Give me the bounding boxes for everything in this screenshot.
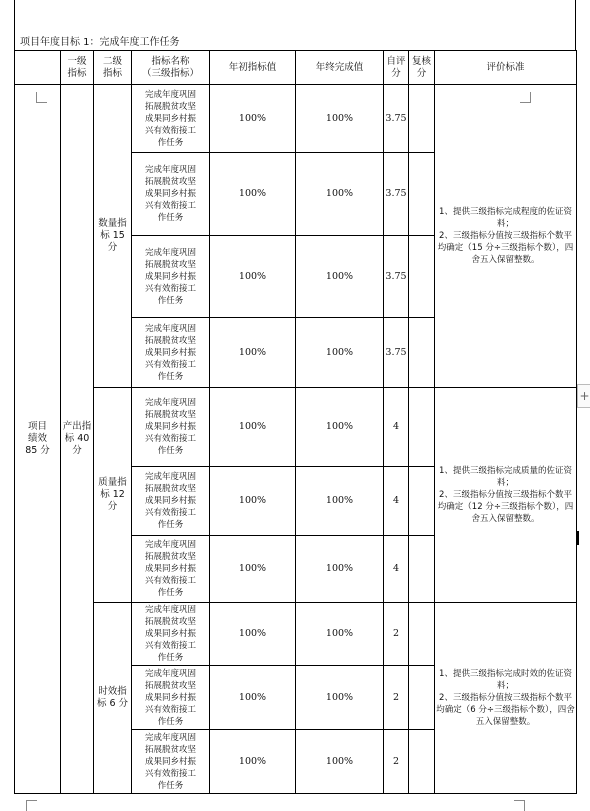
level2-indicator-cell: 质量指 标 12 分 [94, 388, 132, 603]
indicator-name-cell: 完成年度巩固 拓展脱贫攻坚 成果同乡村振 兴有效衔接工 作任务 [132, 236, 210, 318]
self-score-cell: 3.75 [384, 236, 409, 318]
add-row-button[interactable]: + [577, 384, 590, 408]
table-row [15, 388, 577, 467]
text-cursor [576, 531, 579, 545]
header-self-score: 自评 分 [384, 51, 409, 85]
criteria-cell: 1、提供三级指标完成质量的佐证资料； 2、三级指标分值按三级指标个数平均确定（12 分÷三级指标个数），四舍五入保留整数。 [435, 388, 577, 603]
header-indicator-name: 指标名称 （三级指标） [132, 51, 210, 85]
header-criteria: 评价标准 [435, 51, 577, 85]
final-value-cell: 100% [296, 603, 384, 666]
header-final-value: 年终完成值 [296, 51, 384, 85]
header-row [15, 51, 577, 85]
header-initial-value: 年初指标值 [210, 51, 296, 85]
review-score-cell [409, 153, 435, 236]
indicator-name-cell: 完成年度巩固 拓展脱贫攻坚 成果同乡村振 兴有效衔接工 作任务 [132, 388, 210, 467]
self-score-cell: 2 [384, 603, 409, 666]
header-review-score: 复核 分 [409, 51, 435, 85]
self-score-cell: 2 [384, 666, 409, 730]
self-score-cell: 3.75 [384, 85, 409, 153]
review-score-cell [409, 536, 435, 603]
performance-table [14, 50, 577, 794]
self-score-cell: 4 [384, 388, 409, 467]
page-edge-right [575, 0, 576, 50]
initial-value-cell: 100% [210, 85, 296, 153]
review-score-cell [409, 730, 435, 794]
level2-indicator-cell: 数量指 标 15 分 [94, 85, 132, 388]
indicator-name-cell: 完成年度巩固 拓展脱贫攻坚 成果同乡村振 兴有效衔接工 作任务 [132, 318, 210, 388]
final-value-cell: 100% [296, 153, 384, 236]
indicator-name-cell: 完成年度巩固 拓展脱贫攻坚 成果同乡村振 兴有效衔接工 作任务 [132, 603, 210, 666]
review-score-cell [409, 388, 435, 467]
criteria-cell: 1、提供三级指标完成时效的佐证资料； 2、三级指标分值按三级指标个数平均确定（6 分÷三级指标个数），四舍五入保留整数。 [435, 603, 577, 794]
self-score-cell: 4 [384, 467, 409, 536]
level1-output-cell: 产出指 标 40 分 [61, 85, 94, 794]
initial-value-cell: 100% [210, 318, 296, 388]
review-score-cell [409, 467, 435, 536]
table-row [15, 85, 577, 153]
review-score-cell [409, 236, 435, 318]
review-score-cell [409, 85, 435, 153]
final-value-cell: 100% [296, 536, 384, 603]
final-value-cell: 100% [296, 666, 384, 730]
self-score-cell: 4 [384, 536, 409, 603]
initial-value-cell: 100% [210, 730, 296, 794]
initial-value-cell: 100% [210, 388, 296, 467]
header-level1: 一级 指标 [61, 51, 94, 85]
header-blank [15, 51, 61, 85]
indicator-name-cell: 完成年度巩固 拓展脱贫攻坚 成果同乡村振 兴有效衔接工 作任务 [132, 85, 210, 153]
corner-mark [520, 92, 531, 103]
final-value-cell: 100% [296, 85, 384, 153]
review-score-cell [409, 603, 435, 666]
initial-value-cell: 100% [210, 236, 296, 318]
corner-mark [26, 800, 37, 811]
project-performance-cell: 项目 绩效 85 分 [15, 85, 61, 794]
self-score-cell: 3.75 [384, 153, 409, 236]
self-score-cell: 3.75 [384, 318, 409, 388]
criteria-cell: 1、提供三级指标完成程度的佐证资料； 2、三级指标分值按三级指标个数平均确定（15 分÷三级指标个数），四舍五入保留整数。 [435, 85, 577, 388]
final-value-cell: 100% [296, 467, 384, 536]
initial-value-cell: 100% [210, 153, 296, 236]
review-score-cell [409, 666, 435, 730]
level2-indicator-cell: 时效指 标 6 分 [94, 603, 132, 794]
project-goal-heading: 项目年度目标 1：完成年度工作任务 [20, 37, 180, 48]
initial-value-cell: 100% [210, 666, 296, 730]
final-value-cell: 100% [296, 388, 384, 467]
initial-value-cell: 100% [210, 603, 296, 666]
self-score-cell: 2 [384, 730, 409, 794]
indicator-name-cell: 完成年度巩固 拓展脱贫攻坚 成果同乡村振 兴有效衔接工 作任务 [132, 467, 210, 536]
review-score-cell [409, 318, 435, 388]
final-value-cell: 100% [296, 236, 384, 318]
indicator-name-cell: 完成年度巩固 拓展脱贫攻坚 成果同乡村振 兴有效衔接工 作任务 [132, 666, 210, 730]
performance-table-wrap [14, 50, 576, 794]
table-row [15, 603, 577, 666]
indicator-name-cell: 完成年度巩固 拓展脱贫攻坚 成果同乡村振 兴有效衔接工 作任务 [132, 730, 210, 794]
final-value-cell: 100% [296, 318, 384, 388]
indicator-name-cell: 完成年度巩固 拓展脱贫攻坚 成果同乡村振 兴有效衔接工 作任务 [132, 153, 210, 236]
corner-mark [36, 92, 47, 103]
page-edge-left [14, 0, 15, 50]
initial-value-cell: 100% [210, 467, 296, 536]
initial-value-cell: 100% [210, 536, 296, 603]
final-value-cell: 100% [296, 730, 384, 794]
indicator-name-cell: 完成年度巩固 拓展脱贫攻坚 成果同乡村振 兴有效衔接工 作任务 [132, 536, 210, 603]
corner-mark [514, 800, 525, 811]
header-level2: 二级 指标 [94, 51, 132, 85]
